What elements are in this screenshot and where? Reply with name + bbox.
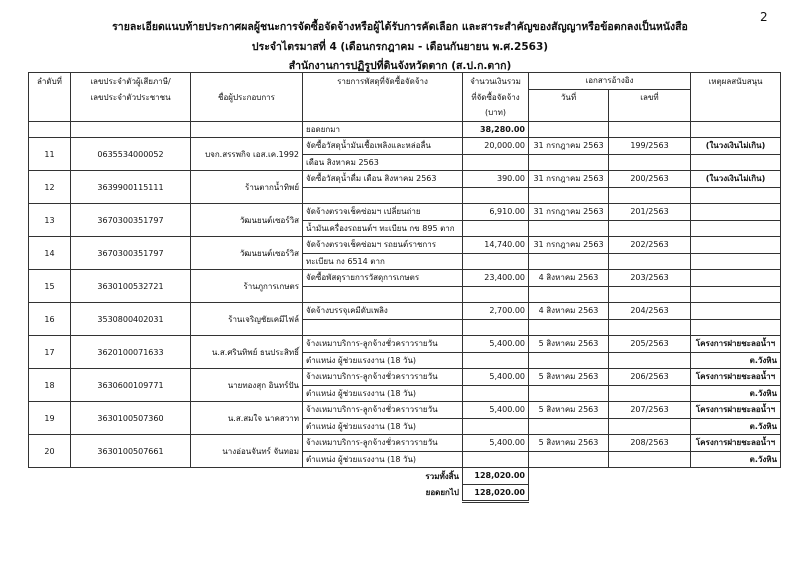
row-item-line1: จัดซื้อวัสดุน้ำดื่ม เดือน สิงหาคม 2563 bbox=[303, 171, 463, 188]
row-taxid: 0635534000052 bbox=[71, 138, 191, 171]
carried-forward-label: ยอดยกมา bbox=[303, 121, 463, 138]
col-vendor-label: ชื่อผู้ประกอบการ bbox=[191, 89, 303, 105]
row-ref-no: 201/2563 bbox=[609, 204, 691, 221]
row-item-line1: จัดจ้างตรวจเช็คซ่อมฯ รถยนต์ราชการ bbox=[303, 237, 463, 254]
row-taxid: 3639900115111 bbox=[71, 171, 191, 204]
col-ref-no-header: เลขที่ bbox=[609, 89, 691, 105]
row-seq: 11 bbox=[29, 138, 71, 171]
row-reason-line1: (ในวงเงินไม่เกิน) bbox=[691, 138, 781, 155]
row-taxid: 3530800402031 bbox=[71, 303, 191, 336]
table-row bbox=[29, 402, 781, 419]
row-reason-line1 bbox=[691, 303, 781, 320]
row-reason-line1: (ในวงเงินไม่เกิน) bbox=[691, 171, 781, 188]
row-ref-no: 203/2563 bbox=[609, 270, 691, 287]
row-reason-line1 bbox=[691, 270, 781, 287]
table-header-row-2 bbox=[29, 89, 781, 105]
row-seq: 19 bbox=[29, 402, 71, 435]
row-vendor: นายทองสุก อินทร์ปัน bbox=[191, 369, 303, 402]
row-ref-no: 202/2563 bbox=[609, 237, 691, 254]
row-vendor: ร้านตากน้ำทิพย์ bbox=[191, 171, 303, 204]
row-ref-date: 5 สิงหาคม 2563 bbox=[529, 369, 609, 386]
row-item-line1: จ้างเหมาบริการ-ลูกจ้างชั่วคราวรายวัน bbox=[303, 369, 463, 386]
row-vendor: บจก.สรรพกิจ เอส.เค.1992 bbox=[191, 138, 303, 171]
carried-forward-amount: 38,280.00 bbox=[463, 121, 529, 138]
row-reason-line2: ต.วังหิน bbox=[691, 352, 781, 369]
col-item-header: รายการพัสดุที่จัดซื้อจัดจ้าง bbox=[303, 73, 463, 90]
row-ref-no: 200/2563 bbox=[609, 171, 691, 188]
col-ref-header: เอกสารอ้างอิง bbox=[529, 73, 691, 90]
forward-label: ยอดยกไป bbox=[425, 488, 459, 498]
row-item-line1: จ้างเหมาบริการ-ลูกจ้างชั่วคราวรายวัน bbox=[303, 402, 463, 419]
row-ref-date: 31 กรกฎาคม 2563 bbox=[529, 237, 609, 254]
table-row bbox=[29, 237, 781, 254]
page-number: 2 bbox=[760, 10, 768, 24]
row-vendor: ร้านเจริญชัยเคมีไฟล์ bbox=[191, 303, 303, 336]
carried-forward-row bbox=[29, 121, 781, 138]
row-reason-line2 bbox=[691, 286, 781, 303]
row-reason-line2: ต.วังหิน bbox=[691, 418, 781, 435]
document-title: รายละเอียดแนบท้ายประกาศผลผู้ชนะการจัดซื้อจัดจ้างหรือผู้ได้รับการคัดเลือก และสาระสำคัญของสัญญาหรือข้อตกลงเป็นหนังสือ bbox=[112, 21, 688, 33]
row-taxid: 3670300351797 bbox=[71, 204, 191, 237]
row-ref-date: 5 สิงหาคม 2563 bbox=[529, 336, 609, 353]
table-row bbox=[29, 435, 781, 452]
row-ref-no: 208/2563 bbox=[609, 435, 691, 452]
row-amount: 390.00 bbox=[463, 171, 529, 188]
table-row bbox=[29, 171, 781, 188]
row-seq: 17 bbox=[29, 336, 71, 369]
row-reason-line1: โครงการฝายชะลอน้ำฯ bbox=[691, 435, 781, 452]
row-taxid: 3630100532721 bbox=[71, 270, 191, 303]
row-reason-line2 bbox=[691, 319, 781, 336]
row-item-line2: ตำแหน่ง ผู้ช่วยแรงงาน (18 วัน) bbox=[303, 352, 463, 369]
row-item-line2: น้ำมันเครื่องรถยนต์ฯ ทะเบียน กข 895 ตาก bbox=[303, 220, 463, 237]
row-reason-line2 bbox=[691, 187, 781, 204]
row-item-line2 bbox=[303, 187, 463, 204]
total-label: รวมทั้งสิ้น bbox=[425, 471, 459, 481]
table-header-row-3 bbox=[29, 105, 781, 121]
col-ref-date-header: วันที่ bbox=[529, 89, 609, 105]
row-reason-line2 bbox=[691, 253, 781, 270]
row-seq: 13 bbox=[29, 204, 71, 237]
table-row bbox=[29, 369, 781, 386]
row-reason-line1: โครงการฝายชะลอน้ำฯ bbox=[691, 402, 781, 419]
row-item-line2: ตำแหน่ง ผู้ช่วยแรงงาน (18 วัน) bbox=[303, 418, 463, 435]
row-ref-date: 4 สิงหาคม 2563 bbox=[529, 303, 609, 320]
row-amount: 23,400.00 bbox=[463, 270, 529, 287]
row-ref-date: 31 กรกฎาคม 2563 bbox=[529, 204, 609, 221]
row-amount: 14,740.00 bbox=[463, 237, 529, 254]
row-ref-date: 4 สิงหาคม 2563 bbox=[529, 270, 609, 287]
row-seq: 15 bbox=[29, 270, 71, 303]
row-ref-no: 204/2563 bbox=[609, 303, 691, 320]
row-item-line1: จัดจ้างบรรจุเคมีดับเพลิง bbox=[303, 303, 463, 320]
row-ref-no: 199/2563 bbox=[609, 138, 691, 155]
table-row bbox=[29, 303, 781, 320]
row-vendor: น.ส.ศรินทิพย์ ธนประสิทธิ์ bbox=[191, 336, 303, 369]
table-row bbox=[29, 204, 781, 221]
row-amount: 2,700.00 bbox=[463, 303, 529, 320]
table-header-row bbox=[29, 73, 781, 90]
row-amount: 20,000.00 bbox=[463, 138, 529, 155]
row-item-line2: เดือน สิงหาคม 2563 bbox=[303, 154, 463, 171]
row-item-line2 bbox=[303, 319, 463, 336]
row-reason-line1 bbox=[691, 204, 781, 221]
office-name: สำนักงานการปฏิรูปที่ดินจังหวัดตาก (ส.ป.ก.ตาก) bbox=[288, 60, 512, 72]
row-item-line1: จัดจ้างตรวจเช็คซ่อมฯ เปลี่ยนถ่าย bbox=[303, 204, 463, 221]
col-amount-unit: (บาท) bbox=[463, 105, 529, 121]
row-item-line2: ทะเบียน กง 6514 ตาก bbox=[303, 253, 463, 270]
row-ref-date: 5 สิงหาคม 2563 bbox=[529, 402, 609, 419]
row-reason-line2 bbox=[691, 220, 781, 237]
row-item-line1: จ้างเหมาบริการ-ลูกจ้างชั่วคราวรายวัน bbox=[303, 435, 463, 452]
col-amount-header-2: ที่จัดซื้อจัดจ้าง bbox=[463, 89, 529, 105]
forward-amount: 128,020.00 bbox=[463, 484, 529, 502]
row-taxid: 3630600109771 bbox=[71, 369, 191, 402]
row-reason-line2: ต.วังหิน bbox=[691, 451, 781, 468]
col-vendor-header bbox=[191, 73, 303, 90]
row-amount: 5,400.00 bbox=[463, 435, 529, 452]
row-vendor: ร้านภูการเกษตร bbox=[191, 270, 303, 303]
col-taxid-header-2: เลขประจำตัวประชาชน bbox=[71, 89, 191, 105]
row-item-line2: ตำแหน่ง ผู้ช่วยแรงงาน (18 วัน) bbox=[303, 451, 463, 468]
row-reason-line1: โครงการฝายชะลอน้ำฯ bbox=[691, 336, 781, 353]
row-reason-line1 bbox=[691, 237, 781, 254]
table-row bbox=[29, 336, 781, 353]
row-seq: 16 bbox=[29, 303, 71, 336]
row-reason-line1: โครงการฝายชะลอน้ำฯ bbox=[691, 369, 781, 386]
row-amount: 6,910.00 bbox=[463, 204, 529, 221]
row-ref-date: 31 กรกฎาคม 2563 bbox=[529, 171, 609, 188]
row-ref-date: 31 กรกฎาคม 2563 bbox=[529, 138, 609, 155]
col-seq-header: ลำดับที่ bbox=[29, 73, 71, 90]
forward-row bbox=[29, 484, 781, 502]
row-taxid: 3630100507661 bbox=[71, 435, 191, 468]
row-ref-no: 205/2563 bbox=[609, 336, 691, 353]
total-amount: 128,020.00 bbox=[463, 468, 529, 485]
procurement-table bbox=[28, 72, 781, 503]
col-reason-header: เหตุผลสนับสนุน bbox=[691, 73, 781, 90]
row-ref-no: 207/2563 bbox=[609, 402, 691, 419]
row-amount: 5,400.00 bbox=[463, 336, 529, 353]
table-row bbox=[29, 138, 781, 155]
row-amount: 5,400.00 bbox=[463, 402, 529, 419]
row-vendor: วัฒนยนต์เซอร์วิส bbox=[191, 204, 303, 237]
row-item-line1: จัดซื้อพัสดุรายการวัสดุการเกษตร bbox=[303, 270, 463, 287]
row-vendor: วัฒนยนต์เซอร์วิส bbox=[191, 237, 303, 270]
row-amount: 5,400.00 bbox=[463, 369, 529, 386]
table-row bbox=[29, 270, 781, 287]
row-seq: 18 bbox=[29, 369, 71, 402]
total-row bbox=[29, 468, 781, 485]
row-taxid: 3670300351797 bbox=[71, 237, 191, 270]
row-ref-no: 206/2563 bbox=[609, 369, 691, 386]
row-vendor: นางอ่อนจันทร์ จันทอม bbox=[191, 435, 303, 468]
row-reason-line2: ต.วังหิน bbox=[691, 385, 781, 402]
quarter-subtitle: ประจำไตรมาสที่ 4 (เดือนกรกฎาคม - เดือนกันยายน พ.ศ.2563) bbox=[251, 41, 549, 53]
row-taxid: 3630100507360 bbox=[71, 402, 191, 435]
col-taxid-header: เลขประจำตัวผู้เสียภาษี/ bbox=[71, 73, 191, 90]
row-item-line1: จ้างเหมาบริการ-ลูกจ้างชั่วคราวรายวัน bbox=[303, 336, 463, 353]
row-item-line2: ตำแหน่ง ผู้ช่วยแรงงาน (18 วัน) bbox=[303, 385, 463, 402]
col-amount-header: จำนวนเงินรวม bbox=[463, 73, 529, 90]
row-vendor: น.ส.สมใจ นาคสวาท bbox=[191, 402, 303, 435]
row-reason-line2 bbox=[691, 154, 781, 171]
row-seq: 12 bbox=[29, 171, 71, 204]
row-item-line1: จัดซื้อวัสดุน้ำมันเชื้อเพลิงและหล่อลื่น bbox=[303, 138, 463, 155]
row-seq: 14 bbox=[29, 237, 71, 270]
row-seq: 20 bbox=[29, 435, 71, 468]
row-item-line2 bbox=[303, 286, 463, 303]
row-ref-date: 5 สิงหาคม 2563 bbox=[529, 435, 609, 452]
row-taxid: 3620100071633 bbox=[71, 336, 191, 369]
